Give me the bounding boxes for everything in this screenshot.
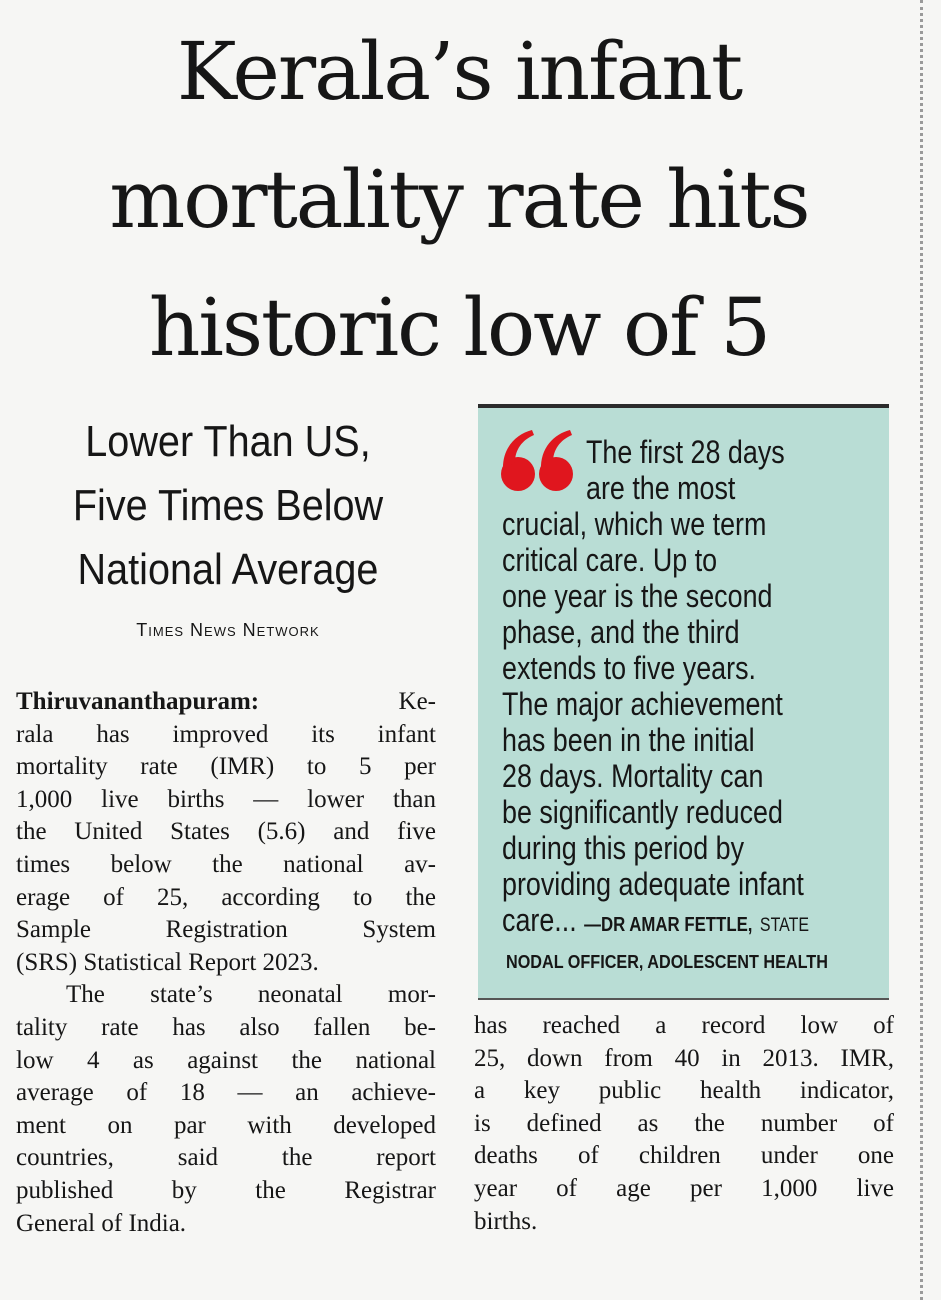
article-line: rala has improved its infant <box>16 720 436 748</box>
article-line: published by the Registrar <box>16 1176 436 1204</box>
article-line: General of India. <box>16 1209 187 1237</box>
article-line: The state’s neonatal mor- <box>66 981 436 1009</box>
subheadline-line: Lower Than US, <box>85 417 371 466</box>
article-line: is defined as the number of <box>474 1109 894 1137</box>
article-line: (SRS) Statistical Report 2023. <box>16 948 319 976</box>
quote-line: critical care. Up to <box>502 542 718 578</box>
article-line: mortality rate (IMR) to 5 per <box>16 753 436 781</box>
pull-quote-text <box>502 434 821 944</box>
quote-line: care... —DR AMAR FETTLE, STATE <box>502 902 810 938</box>
subheadline-line: Five Times Below <box>72 481 384 530</box>
quote-attribution-role: STATE <box>759 915 810 936</box>
article-line: erage of 25, according to the <box>16 883 436 911</box>
article-line: countries, said the report <box>16 1144 436 1172</box>
quote-attribution <box>506 952 828 973</box>
article-line: 1,000 live births — lower than <box>16 785 436 813</box>
article-line: year of age per 1,000 live <box>474 1174 894 1202</box>
dateline: Thiruvananthapuram: <box>16 688 260 715</box>
article-line: births. <box>474 1207 538 1235</box>
headline <box>14 8 904 392</box>
article-line: has reached a record low of <box>474 1012 894 1039</box>
article-line: low 4 as against the national <box>16 1046 436 1074</box>
article-line: average of 18 — an achieve- <box>16 1079 436 1107</box>
quote-line: extends to five years. <box>502 650 756 686</box>
quote-attribution-role: NODAL OFFICER, ADOLESCENT HEALTH <box>506 952 828 972</box>
article-line: Sample Registration System <box>16 916 436 944</box>
headline-line: historic low of 5 <box>148 281 770 374</box>
quote-line: are the most <box>586 470 736 506</box>
headline-line: mortality rate hits <box>109 153 809 246</box>
article-line: times below the national av- <box>16 850 436 878</box>
quote-line: providing adequate infant <box>502 866 804 902</box>
article-line: tality rate has also fallen be- <box>16 1013 436 1041</box>
quote-line: The major achievement <box>502 686 783 722</box>
quote-line: 28 days. Mortality can <box>502 758 764 794</box>
quote-line: phase, and the third <box>502 614 740 650</box>
byline: Times News Network <box>136 620 320 640</box>
headline-line: Kerala’s infant <box>176 25 742 118</box>
pull-quote-box <box>478 404 889 1000</box>
quote-line: one year is the second <box>502 578 773 614</box>
article-line: deaths of children under one <box>474 1142 894 1170</box>
quote-line: be significantly reduced <box>502 794 783 830</box>
article-line: the United States (5.6) and five <box>16 818 436 846</box>
quote-line: crucial, which we term <box>502 506 767 542</box>
quote-attribution-name: —DR AMAR FETTLE, <box>584 914 753 936</box>
article-line: a key public health indicator, <box>474 1077 894 1105</box>
quote-line: during this period by <box>502 830 745 866</box>
quote-line: The first 28 days <box>586 434 785 470</box>
article-line: Thiruvananthapuram: Ke- <box>16 688 436 715</box>
column-divider <box>920 0 923 1300</box>
article-line: ment on par with developed <box>16 1111 436 1139</box>
quote-line: has been in the initial <box>502 722 755 758</box>
article-body-right-column <box>474 1010 894 1238</box>
subheadline <box>39 410 417 602</box>
subheadline-line: National Average <box>77 545 379 594</box>
article-body-left-column <box>16 686 436 1240</box>
article-line: 25, down from 40 in 2013. IMR, <box>474 1044 894 1072</box>
